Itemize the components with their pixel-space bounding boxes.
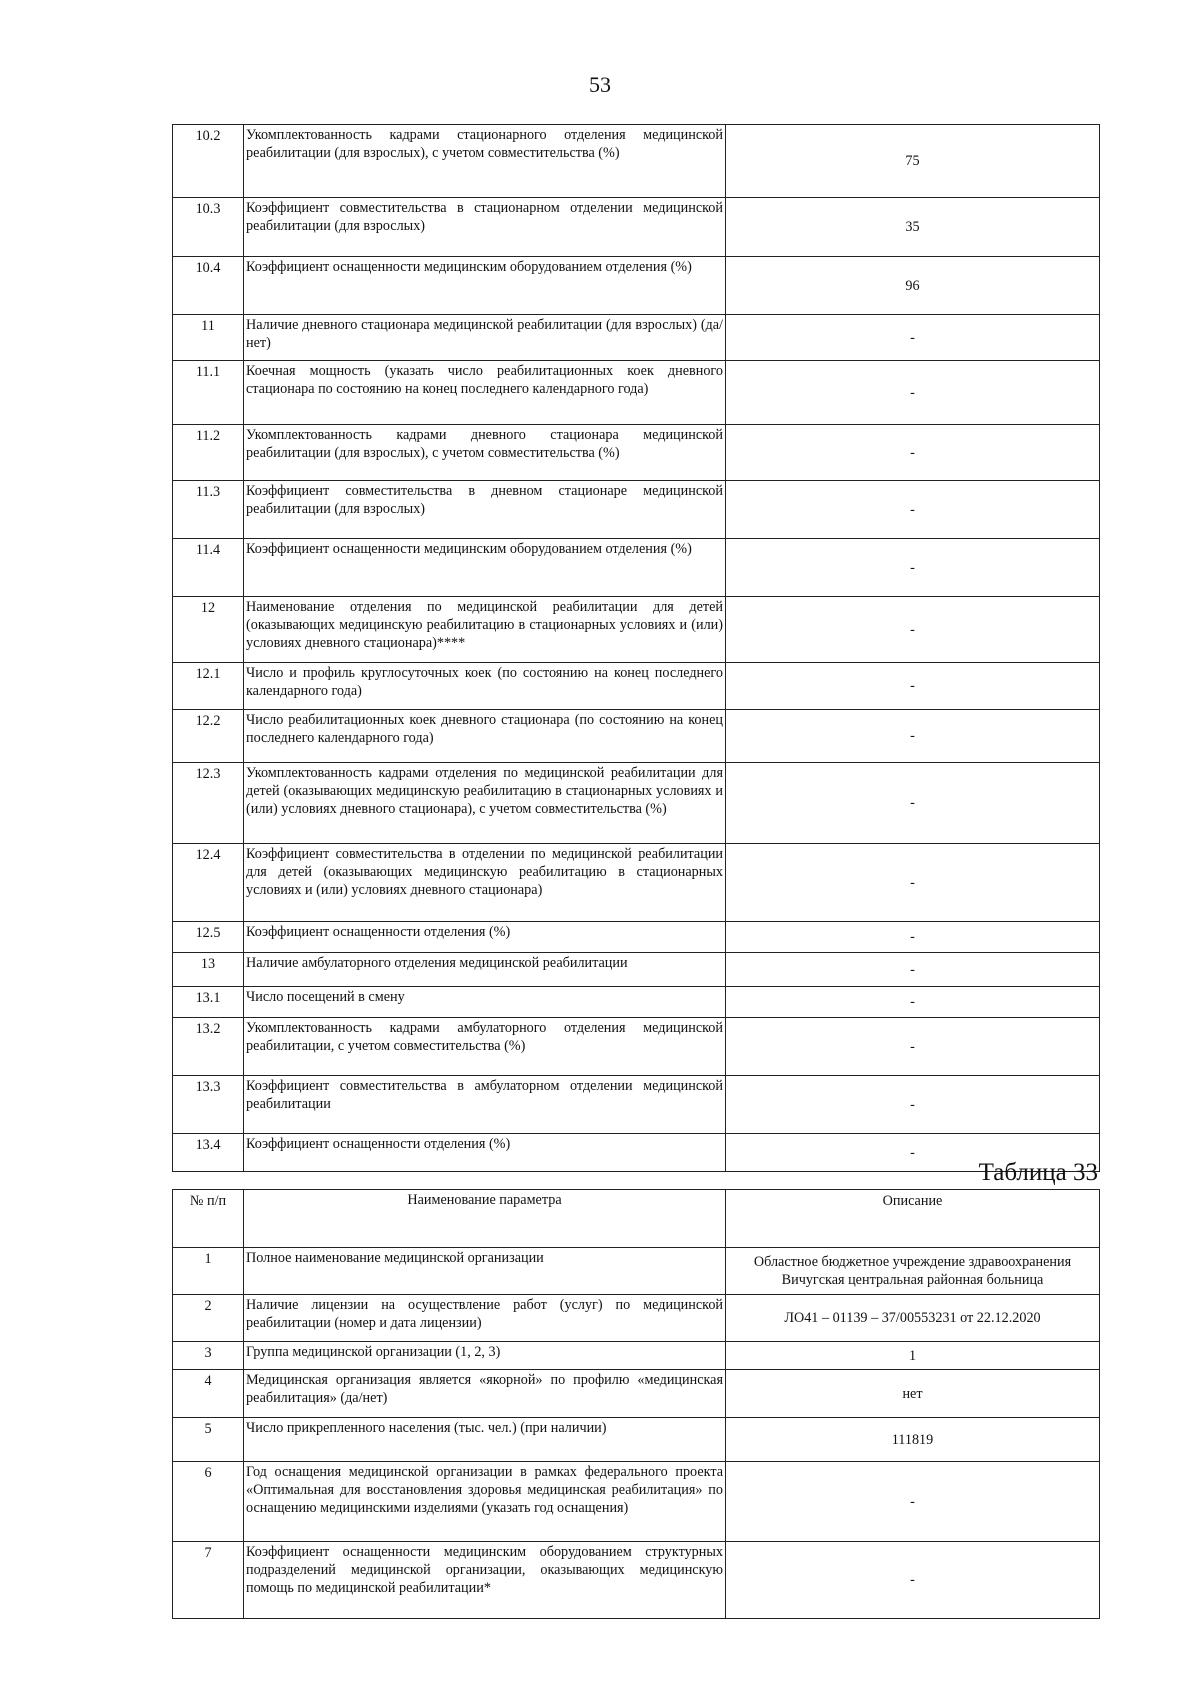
table-row (173, 1542, 1100, 1619)
table-row (173, 361, 1100, 425)
row-value: - (726, 922, 1100, 953)
row-number: 4 (173, 1370, 244, 1418)
table-row (173, 1418, 1100, 1462)
row-value: 75 (726, 125, 1100, 198)
row-parameter-name: Медицинская организация является «якорной» по профилю «медицинская реабилитация» (да/нет) (244, 1370, 726, 1418)
header-num: № п/п (173, 1190, 244, 1248)
row-value: - (726, 763, 1100, 844)
table-row (173, 1295, 1100, 1342)
row-value: - (726, 844, 1100, 922)
row-value: - (726, 1542, 1100, 1619)
table-row (173, 125, 1100, 198)
row-number: 13 (173, 953, 244, 987)
table-row (173, 539, 1100, 597)
table-row (173, 425, 1100, 481)
row-parameter-name: Коэффициент совместительства в отделении по медицинской реабилитации для детей (оказывающих медицинскую реабилитацию в стационарных условиях и (или) условиях дневного стационара) (244, 844, 726, 922)
parameters-table-continued (172, 124, 1100, 1172)
row-parameter-name: Коэффициент совместительства в амбулаторном отделении медицинской реабилитации (244, 1076, 726, 1134)
row-parameter-name: Полное наименование медицинской организации (244, 1248, 726, 1295)
table-row (173, 663, 1100, 710)
row-parameter-name: Коэффициент оснащенности отделения (%) (244, 1134, 726, 1172)
table-row (173, 987, 1100, 1018)
table-row (173, 1370, 1100, 1418)
row-parameter-name: Коэффициент совместительства в дневном стационаре медицинской реабилитации (для взрослых) (244, 481, 726, 539)
table-row (173, 1248, 1100, 1295)
row-number: 12.4 (173, 844, 244, 922)
row-parameter-name: Коэффициент оснащенности отделения (%) (244, 922, 726, 953)
table-row (173, 1076, 1100, 1134)
table-header-row (173, 1190, 1100, 1248)
row-number: 12.2 (173, 710, 244, 763)
row-number: 13.3 (173, 1076, 244, 1134)
row-value: - (726, 953, 1100, 987)
row-parameter-name: Число и профиль круглосуточных коек (по состоянию на конец последнего календарного года) (244, 663, 726, 710)
row-parameter-name: Год оснащения медицинской организации в рамках федерального проекта «Оптимальная для восстановления здоровья медицинская реабилитация» по оснащению медицинскими изделиями (указать год оснащения) (244, 1462, 726, 1542)
row-value: - (726, 710, 1100, 763)
row-number: 13.4 (173, 1134, 244, 1172)
row-value: - (726, 1076, 1100, 1134)
row-value: 96 (726, 257, 1100, 315)
table-row (173, 257, 1100, 315)
row-number: 7 (173, 1542, 244, 1619)
row-parameter-name: Укомплектованность кадрами стационарного отделения медицинской реабилитации (для взрослых), с учетом совместительства (%) (244, 125, 726, 198)
row-number: 12.3 (173, 763, 244, 844)
row-number: 12 (173, 597, 244, 663)
row-value: - (726, 425, 1100, 481)
table-caption: Таблица 33 (978, 1159, 1098, 1186)
table-row (173, 1018, 1100, 1076)
row-parameter-name: Коечная мощность (указать число реабилитационных коек дневного стационара по состоянию на конец последнего календарного года) (244, 361, 726, 425)
row-value: - (726, 1018, 1100, 1076)
row-parameter-name: Укомплектованность кадрами отделения по медицинской реабилитации для детей (оказывающих медицинскую реабилитацию в стационарных условиях и (или) условиях дневного стационара), с учетом совместительства (%) (244, 763, 726, 844)
organization-table (172, 1189, 1100, 1619)
row-value: - (726, 539, 1100, 597)
row-parameter-name: Наименование отделения по медицинской реабилитации для детей (оказывающих медицинскую реабилитацию в стационарных условиях и (или) условиях дневного стационара)**** (244, 597, 726, 663)
table-2-body (173, 1248, 1100, 1619)
row-number: 5 (173, 1418, 244, 1462)
row-parameter-name: Укомплектованность кадрами дневного стационара медицинской реабилитации (для взрослых), с учетом совместительства (%) (244, 425, 726, 481)
row-number: 10.4 (173, 257, 244, 315)
row-number: 13.1 (173, 987, 244, 1018)
row-number: 12.5 (173, 922, 244, 953)
table-row (173, 315, 1100, 361)
row-value: - (726, 1462, 1100, 1542)
row-number: 11 (173, 315, 244, 361)
row-parameter-name: Укомплектованность кадрами амбулаторного отделения медицинской реабилитации, с учетом совместительства (%) (244, 1018, 726, 1076)
row-value: - (726, 1134, 1100, 1172)
row-value: нет (726, 1370, 1100, 1418)
row-value: - (726, 481, 1100, 539)
row-parameter-name: Коэффициент оснащенности медицинским оборудованием отделения (%) (244, 539, 726, 597)
row-value: Областное бюджетное учреждение здравоохранения Вичугская центральная районная больница (726, 1248, 1100, 1295)
row-value: - (726, 597, 1100, 663)
page-number: 53 (589, 72, 611, 97)
row-parameter-name: Группа медицинской организации (1, 2, 3) (244, 1342, 726, 1370)
row-parameter-name: Коэффициент совместительства в стационарном отделении медицинской реабилитации (для взрослых) (244, 198, 726, 257)
row-parameter-name: Наличие дневного стационара медицинской реабилитации (для взрослых) (да/нет) (244, 315, 726, 361)
row-parameter-name: Коэффициент оснащенности медицинским оборудованием структурных подразделений медицинской организации, оказывающих медицинскую помощь по медицинской реабилитации* (244, 1542, 726, 1619)
table-row (173, 481, 1100, 539)
row-number: 6 (173, 1462, 244, 1542)
header-name: Наименование параметра (244, 1190, 726, 1248)
row-number: 2 (173, 1295, 244, 1342)
row-number: 13.2 (173, 1018, 244, 1076)
row-number: 12.1 (173, 663, 244, 710)
row-number: 1 (173, 1248, 244, 1295)
row-parameter-name: Число реабилитационных коек дневного стационара (по состоянию на конец последнего календарного года) (244, 710, 726, 763)
table-row (173, 953, 1100, 987)
row-number: 11.4 (173, 539, 244, 597)
table-row (173, 844, 1100, 922)
row-number: 11.1 (173, 361, 244, 425)
row-parameter-name: Наличие лицензии на осуществление работ (услуг) по медицинской реабилитации (номер и дата лицензии) (244, 1295, 726, 1342)
row-number: 11.3 (173, 481, 244, 539)
row-parameter-name: Наличие амбулаторного отделения медицинской реабилитации (244, 953, 726, 987)
row-value: - (726, 361, 1100, 425)
table-1-body (173, 125, 1100, 1172)
row-value: - (726, 315, 1100, 361)
header-description: Описание (726, 1190, 1100, 1248)
row-number: 10.3 (173, 198, 244, 257)
table-row (173, 1342, 1100, 1370)
table-row (173, 922, 1100, 953)
table-row (173, 1462, 1100, 1542)
row-value: - (726, 663, 1100, 710)
row-value: ЛО41 – 01139 – 37/00553231 от 22.12.2020 (726, 1295, 1100, 1342)
row-value: 1 (726, 1342, 1100, 1370)
row-value: 111819 (726, 1418, 1100, 1462)
row-parameter-name: Число прикрепленного населения (тыс. чел.) (при наличии) (244, 1418, 726, 1462)
row-number: 11.2 (173, 425, 244, 481)
table-row (173, 710, 1100, 763)
row-value: 35 (726, 198, 1100, 257)
row-parameter-name: Коэффициент оснащенности медицинским оборудованием отделения (%) (244, 257, 726, 315)
table-row (173, 597, 1100, 663)
table-row (173, 198, 1100, 257)
row-number: 10.2 (173, 125, 244, 198)
table-row (173, 763, 1100, 844)
row-parameter-name: Число посещений в смену (244, 987, 726, 1018)
table-row (173, 1134, 1100, 1172)
row-value: - (726, 987, 1100, 1018)
row-number: 3 (173, 1342, 244, 1370)
